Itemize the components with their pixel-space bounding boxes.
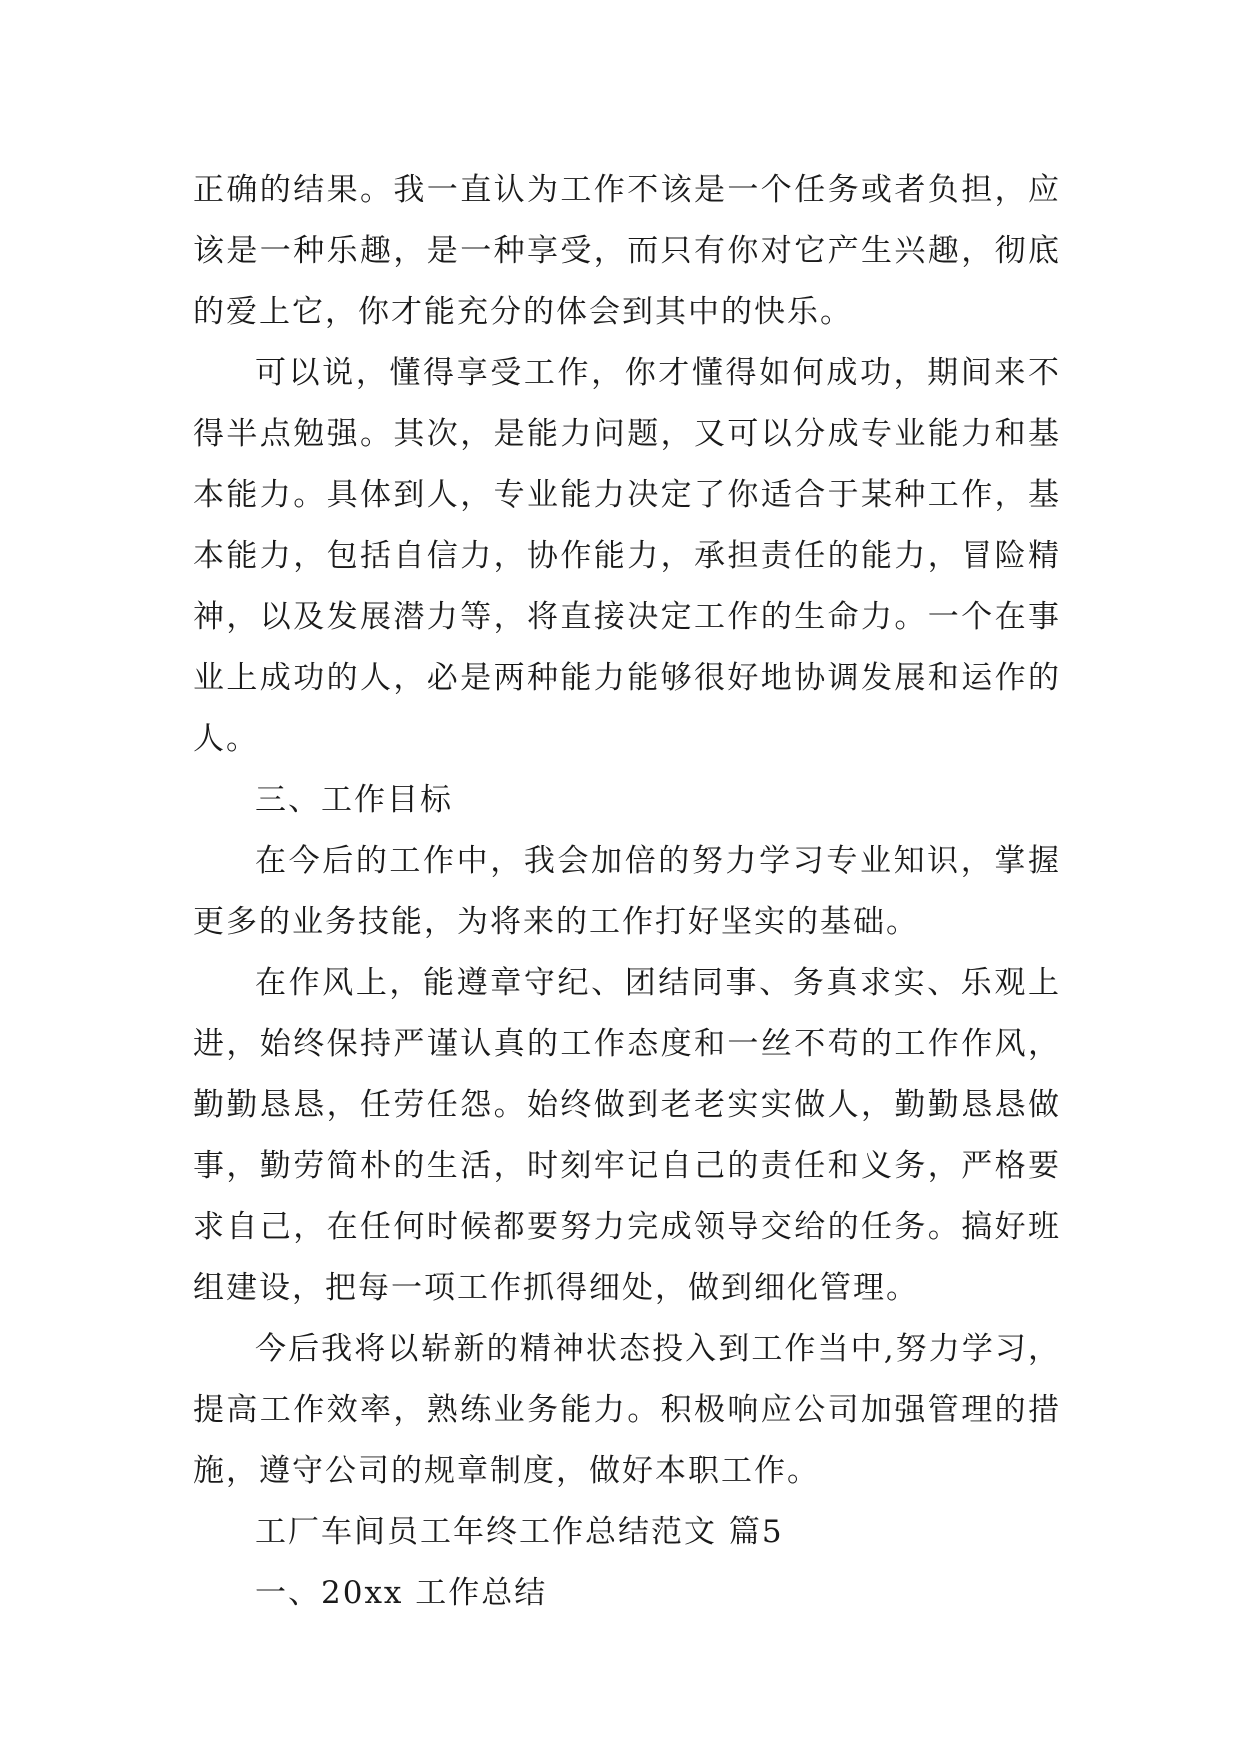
document-body: [193, 160, 1061, 1624]
section-heading-summary: 一、20xx 工作总结: [255, 1575, 548, 1611]
paragraph-work-style: 在作风上，能遵章守纪、团结同事、务真求实、乐观上进，始终保持严谨认真的工作态度和一丝不苟的工作作风，勤勤恳恳，任劳任怨。始终做到老老实实做人，勤勤恳恳做事，勤劳简朴的生活，时刻牢记自己的责任和义务，严格要求自己，在任何时候都要努力完成领导交给的任务。搞好班组建设，把每一项工作抓得细处，做到细化管理。: [193, 965, 1061, 1306]
section-heading-work-goals: 三、工作目标: [255, 782, 453, 818]
article-title: 工厂车间员工年终工作总结范文 篇5: [255, 1514, 784, 1550]
paragraph-future-plan: 今后我将以崭新的精神状态投入到工作当中,努力学习，提高工作效率，熟练业务能力。积极响应公司加强管理的措施，遵守公司的规章制度，做好本职工作。: [193, 1331, 1061, 1489]
paragraph-future-study: 在今后的工作中，我会加倍的努力学习专业知识，掌握更多的业务技能，为将来的工作打好坚实的基础。: [193, 843, 1061, 940]
paragraph-ability: 可以说，懂得享受工作，你才懂得如何成功，期间来不得半点勉强。其次，是能力问题，又可以分成专业能力和基本能力。具体到人，专业能力决定了你适合于某种工作，基本能力，包括自信力，协作能力，承担责任的能力，冒险精神，以及发展潜力等，将直接决定工作的生命力。一个在事业上成功的人，必是两种能力能够很好地协调发展和运作的人。: [193, 355, 1061, 757]
paragraph-continuation: 正确的结果。我一直认为工作不该是一个任务或者负担，应该是一种乐趣，是一种享受，而只有你对它产生兴趣，彻底的爱上它，你才能充分的体会到其中的快乐。: [193, 172, 1061, 330]
